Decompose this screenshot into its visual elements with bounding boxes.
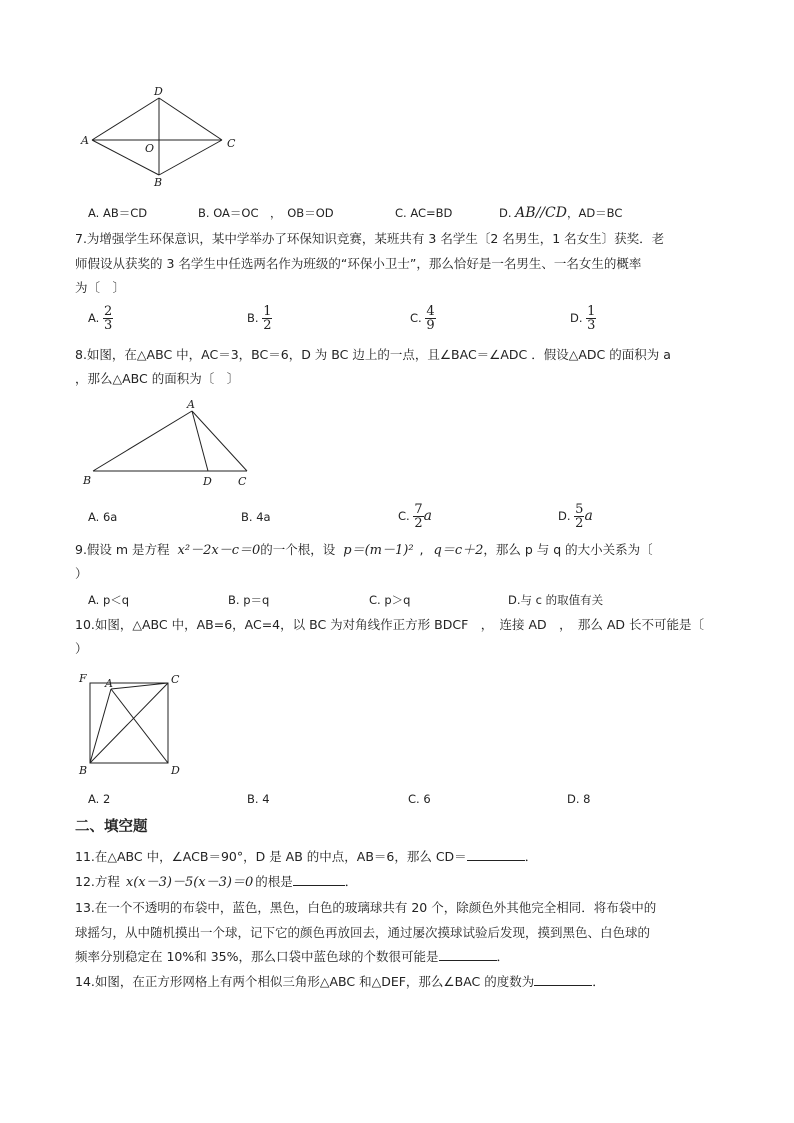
q6-edge-ad bbox=[92, 98, 159, 140]
q9-option-c[interactable]: C. p＞q bbox=[369, 593, 411, 607]
q9-equation: x²－2x－c＝0 bbox=[177, 543, 261, 558]
q10-text-line2: ） bbox=[75, 641, 88, 656]
q8-text-line1: 8.如图，在△ABC 中，AC＝3，BC＝6，D 为 BC 边上的一点，且∠BAC＝∠ADC ．假设△ADC 的面积为 a bbox=[75, 347, 671, 362]
q7-option-d[interactable] bbox=[570, 305, 596, 332]
q10-segment-ac bbox=[111, 683, 168, 689]
q8-label-b: B bbox=[83, 474, 92, 487]
q9-text-part1: 9.假设 m 是方程 bbox=[75, 542, 170, 557]
q8-option-c[interactable] bbox=[398, 503, 432, 530]
q9-text-line2: ） bbox=[75, 566, 88, 581]
q9-text-part3: ，那么 p 与 q 的大小关系为〔 bbox=[483, 542, 653, 557]
q9-option-b[interactable]: B. p＝q bbox=[228, 593, 270, 607]
q7-option-a-label: A. bbox=[88, 311, 100, 325]
q9-option-d[interactable]: D.与 c 的取值有关 bbox=[508, 593, 604, 607]
q9-text-part2: 的一个根，设 bbox=[260, 542, 336, 557]
q7-option-d-label: D. bbox=[570, 311, 583, 325]
q6-label-o: O bbox=[145, 142, 155, 155]
q13-text-end: ． bbox=[496, 949, 510, 964]
q14-text-body: 14.如图，在正方形网格上有两个相似三角形△ABC 和△DEF，那么∠BAC 的度数为 bbox=[75, 974, 535, 989]
q10-text-line1: 10.如图，△ABC 中，AB=6，AC=4，以 BC 为对角线作正方形 BDCF ， 连接 AD ， 那么 AD 长不可能是〔 bbox=[75, 617, 705, 632]
q10-label-a: A bbox=[105, 677, 113, 690]
q7-option-c-label: C. bbox=[410, 311, 422, 325]
q8-option-b[interactable]: B. 4a bbox=[241, 510, 271, 524]
q8-option-d-num: 5 bbox=[575, 502, 584, 517]
q12-answer-blank[interactable] bbox=[293, 873, 345, 886]
q6-label-a: A bbox=[81, 134, 89, 147]
q13-text-line3 bbox=[75, 948, 509, 966]
q12-text-suffix: 的根是 bbox=[255, 874, 293, 889]
q7-option-d-fraction bbox=[586, 305, 596, 332]
q6-edge-dc bbox=[159, 98, 222, 140]
q7-text-line3: 为〔 〕 bbox=[75, 280, 126, 295]
q9-text-line1: 9.假设 m 是方程 x²－2x－c＝0的一个根，设 p＝(m－1)² , q＝c＋2，那么 p 与 q 的大小关系为〔 bbox=[75, 542, 653, 558]
q8-option-c-label: C. bbox=[398, 509, 410, 523]
q8-option-c-num: 7 bbox=[414, 502, 423, 517]
q10-option-b[interactable]: B. 4 bbox=[247, 792, 270, 806]
q8-label-c: C bbox=[238, 475, 247, 488]
q6-option-d[interactable] bbox=[499, 204, 622, 222]
q6-rhombus-figure bbox=[80, 85, 250, 190]
q7-option-c[interactable] bbox=[410, 305, 436, 332]
q10-label-f: F bbox=[79, 672, 87, 685]
q11-answer-blank[interactable] bbox=[467, 848, 525, 861]
q13-text-line1: 13.在一个不透明的布袋中，蓝色，黑色，白色的玻璃球共有 20 个，除颜色外其他完全相同．将布袋中的 bbox=[75, 900, 657, 915]
q6-option-d-suffix: ，AD＝BC bbox=[566, 206, 623, 220]
section-fill-in-title: 二、填空题 bbox=[75, 819, 148, 835]
q7-option-d-num: 1 bbox=[587, 304, 596, 319]
q14-text bbox=[75, 973, 605, 991]
q8-option-d-label: D. bbox=[558, 509, 571, 523]
q7-option-d-den: 3 bbox=[587, 318, 596, 333]
q8-edge-ba bbox=[93, 411, 192, 471]
q10-label-d: D bbox=[171, 764, 180, 777]
q7-option-c-num: 4 bbox=[426, 304, 435, 319]
q6-label-d: D bbox=[154, 85, 163, 98]
q8-option-a[interactable]: A. 6a bbox=[88, 510, 118, 524]
q12-text-end: ． bbox=[344, 874, 358, 889]
q12-text-prefix: 12.方程 bbox=[75, 874, 120, 889]
q8-option-d-fraction bbox=[574, 503, 584, 530]
q6-option-b[interactable]: B. OA＝OC ， OB＝OD bbox=[198, 206, 334, 220]
q9-p-definition: p＝(m－1)² bbox=[343, 543, 414, 558]
q7-text-line2: 师假设从获奖的 3 名学生中任选两名作为班级的“环保小卫士”，那么恰好是一名男生、一名女生的概率 bbox=[75, 256, 642, 271]
q10-option-c[interactable]: C. 6 bbox=[408, 792, 431, 806]
q14-answer-blank[interactable] bbox=[534, 973, 592, 986]
q6-label-b: B bbox=[154, 176, 163, 189]
q8-option-d[interactable] bbox=[558, 503, 593, 530]
q6-edge-cb bbox=[159, 140, 222, 175]
q8-label-d: D bbox=[203, 475, 212, 488]
q9-q-definition: q＝c＋2 bbox=[433, 543, 484, 558]
q13-text-line3-body: 频率分别稳定在 10%和 35%，那么口袋中蓝色球的个数很可能是 bbox=[75, 949, 439, 964]
q12-equation: x(x－3)－5(x－3)＝0 bbox=[125, 875, 254, 890]
q11-text-body: 11.在△ABC 中，∠ACB＝90°，D 是 AB 的中点，AB＝6，那么 CD＝ bbox=[75, 849, 467, 864]
q10-label-b: B bbox=[79, 764, 88, 777]
q7-option-b-label: B. bbox=[247, 311, 259, 325]
q8-label-a: A bbox=[187, 398, 195, 411]
q6-option-c[interactable]: C. AC=BD bbox=[395, 206, 453, 220]
q13-answer-blank[interactable] bbox=[439, 948, 497, 961]
q8-triangle-figure bbox=[80, 398, 260, 490]
q10-square-figure bbox=[76, 670, 186, 782]
q8-text-line2: ，那么△ABC 的面积为〔 〕 bbox=[75, 371, 240, 386]
q7-option-b[interactable] bbox=[247, 305, 272, 332]
q13-text-line2: 球摇匀，从中随机摸出一个球，记下它的颜色再放回去，通过屡次摸球试验后发现，摸到黑色、白色球的 bbox=[75, 925, 651, 940]
q9-option-a[interactable]: A. p＜q bbox=[88, 593, 130, 607]
q8-option-c-fraction bbox=[413, 503, 423, 530]
q7-option-b-fraction bbox=[262, 305, 272, 332]
q7-option-c-den: 9 bbox=[426, 318, 435, 333]
q6-option-a[interactable]: A. AB＝CD bbox=[88, 206, 148, 220]
q8-option-d-var: a bbox=[584, 508, 593, 524]
q11-text bbox=[75, 848, 537, 866]
q6-option-d-label: D. bbox=[499, 206, 516, 220]
q7-option-b-den: 2 bbox=[263, 318, 272, 333]
q7-option-a-den: 3 bbox=[103, 318, 113, 333]
q7-text-line1: 7.为增强学生环保意识，某中学举办了环保知识竞赛，某班共有 3 名学生〔2 名男生，1 名女生〕获奖．老 bbox=[75, 231, 665, 246]
q10-segment-ad bbox=[111, 689, 168, 763]
q14-text-end: ． bbox=[592, 974, 605, 989]
q6-label-c: C bbox=[227, 137, 236, 150]
q7-option-a-num: 2 bbox=[103, 304, 113, 319]
q10-label-c: C bbox=[171, 673, 180, 686]
q7-option-a-fraction bbox=[103, 305, 113, 332]
q7-option-c-fraction bbox=[425, 305, 435, 332]
q10-option-a[interactable]: A. 2 bbox=[88, 792, 111, 806]
q7-option-a[interactable] bbox=[88, 305, 113, 332]
q10-option-d[interactable]: D. 8 bbox=[567, 792, 591, 806]
q12-text bbox=[75, 873, 357, 892]
q8-option-d-den: 2 bbox=[575, 516, 584, 531]
q8-option-c-var: a bbox=[423, 508, 432, 524]
q11-text-end: ． bbox=[524, 849, 538, 864]
q7-option-b-num: 1 bbox=[263, 304, 272, 319]
q6-option-d-math: AB//CD bbox=[515, 205, 567, 221]
q8-option-c-den: 2 bbox=[414, 516, 423, 531]
